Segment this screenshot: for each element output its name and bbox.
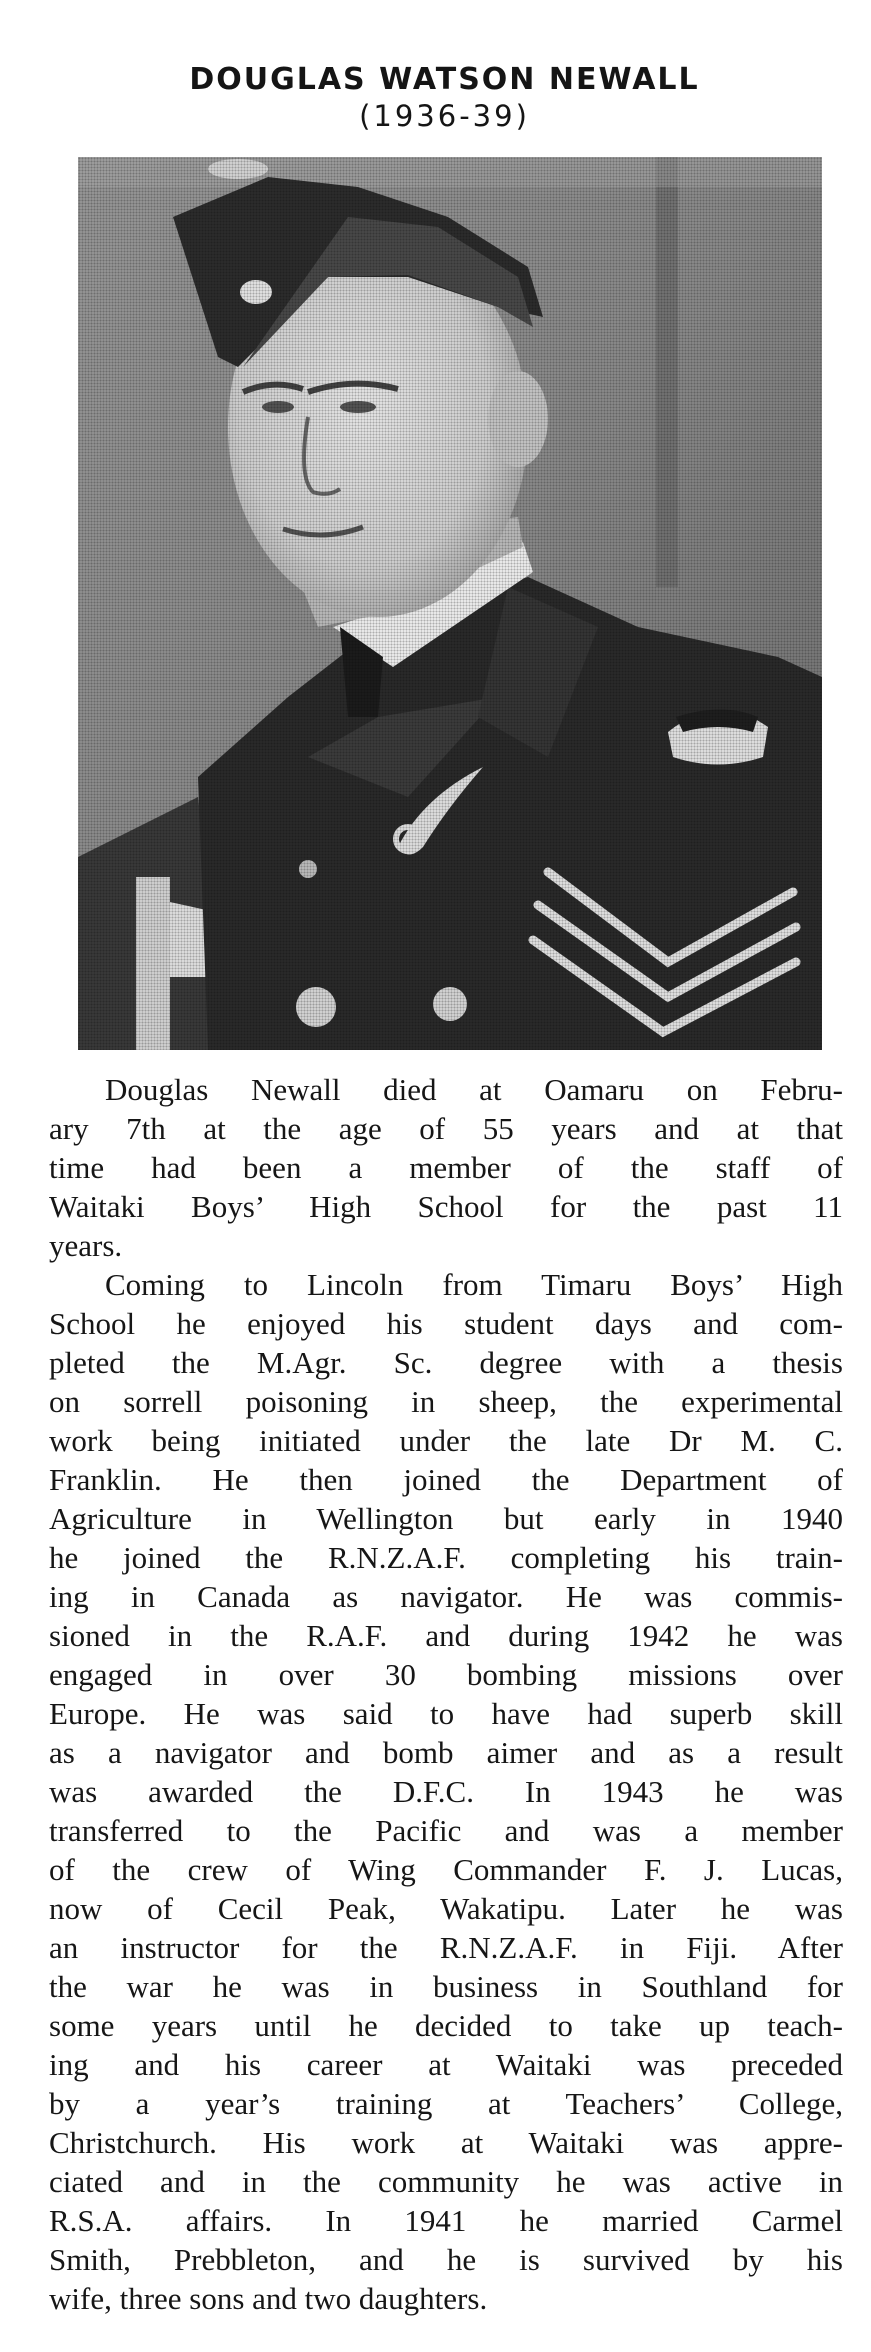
paragraph-1 bbox=[49, 1070, 843, 1265]
text-line: Waitaki Boys’ High School for the past 11 bbox=[49, 1189, 843, 1224]
portrait-photo bbox=[78, 157, 822, 1050]
text-line: work being initiated under the late Dr M. C. bbox=[49, 1423, 843, 1458]
paragraph-2 bbox=[49, 1265, 843, 2318]
text-line: ary 7th at the age of 55 years and at that bbox=[49, 1111, 843, 1146]
text-line: time had been a member of the staff of bbox=[49, 1150, 843, 1185]
portrait-illustration bbox=[78, 157, 822, 1050]
text-line: Franklin. He then joined the Department of bbox=[49, 1462, 843, 1497]
text-line: by a year’s training at Teachers’ College, bbox=[49, 2086, 843, 2121]
text-line: Douglas Newall died at Oamaru on Febru- bbox=[105, 1072, 843, 1107]
text-line: Agriculture in Wellington but early in 1940 bbox=[49, 1501, 843, 1536]
text-line: Coming to Lincoln from Timaru Boys’ High bbox=[105, 1267, 843, 1302]
text-line: an instructor for the R.N.Z.A.F. in Fiji. After bbox=[49, 1930, 843, 1965]
text-line: of the crew of Wing Commander F. J. Lucas, bbox=[49, 1852, 843, 1887]
years-attended: (1936-39) bbox=[359, 99, 530, 133]
text-line: years. bbox=[49, 1228, 123, 1263]
text-line: School he enjoyed his student days and com- bbox=[49, 1306, 843, 1341]
text-line: sioned in the R.A.F. and during 1942 he was bbox=[49, 1618, 843, 1653]
text-line: Smith, Prebbleton, and he is survived by his bbox=[49, 2242, 843, 2277]
text-line: some years until he decided to take up teach- bbox=[49, 2008, 843, 2043]
text-line: Christchurch. His work at Waitaki was appre- bbox=[49, 2125, 843, 2160]
text-line: now of Cecil Peak, Wakatipu. Later he was bbox=[49, 1891, 843, 1926]
text-line: engaged in over 30 bombing missions over bbox=[49, 1657, 843, 1692]
text-line: R.S.A. affairs. In 1941 he married Carmel bbox=[49, 2203, 843, 2238]
text-line: ing in Canada as navigator. He was commis- bbox=[49, 1579, 843, 1614]
text-line: on sorrell poisoning in sheep, the experimental bbox=[49, 1384, 843, 1419]
text-line: he joined the R.N.Z.A.F. completing his train- bbox=[49, 1540, 843, 1575]
text-line: ciated and in the community he was active in bbox=[49, 2164, 843, 2199]
obituary-text bbox=[49, 1070, 843, 2318]
text-line: as a navigator and bomb aimer and as a result bbox=[49, 1735, 843, 1770]
text-line: pleted the M.Agr. Sc. degree with a thesis bbox=[49, 1345, 843, 1380]
text-line: Europe. He was said to have had superb skill bbox=[49, 1696, 843, 1731]
text-line: transferred to the Pacific and was a member bbox=[49, 1813, 843, 1848]
text-line: was awarded the D.F.C. In 1943 he was bbox=[49, 1774, 843, 1809]
obituary-name-heading: DOUGLAS WATSON NEWALL bbox=[189, 62, 700, 97]
text-line: wife, three sons and two daughters. bbox=[49, 2281, 488, 2316]
text-line: ing and his career at Waitaki was preceded bbox=[49, 2047, 843, 2082]
text-line: the war he was in business in Southland for bbox=[49, 1969, 843, 2004]
